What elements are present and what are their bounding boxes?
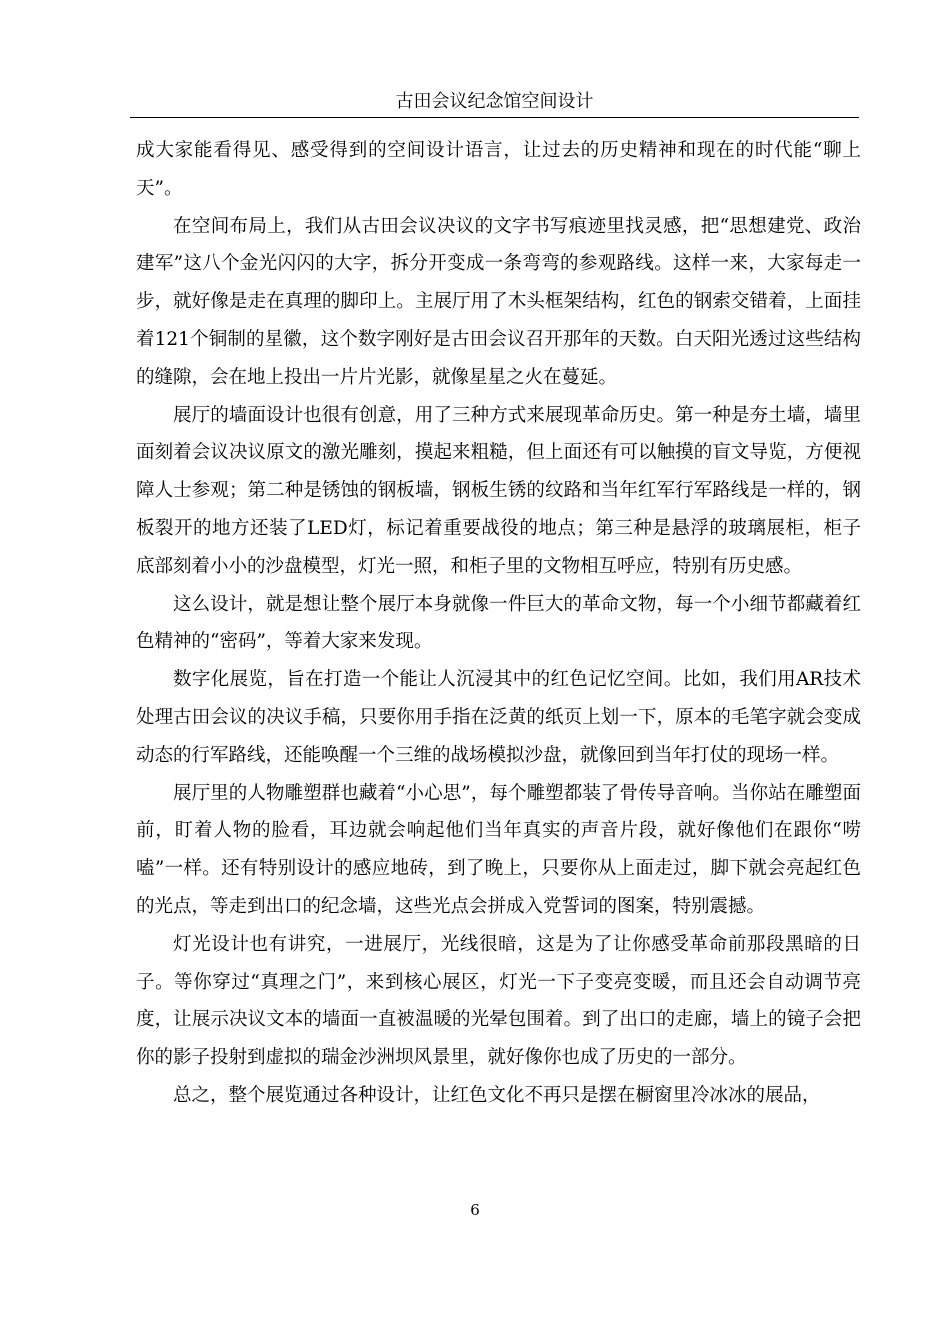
paragraph: 成大家能看得见、感受得到的空间设计语言，让过去的历史精神和现在的时代能“聊上天”。 xyxy=(136,140,861,199)
running-header: 古田会议纪念馆空间设计 xyxy=(395,91,594,112)
paragraph: 展厅的墙面设计也很有创意，用了三种方式来展现革命历史。第一种是夯土墙，墙里面刻着会议决议原文的激光雕刻，摸起来粗糙，但上面还有可以触摸的盲文导览，方便视障人士参观；第二种是锈蚀的钢板墙，钢板生锈的纹路和当年红军行军路线是一样的，钢板裂开的地方还装了LED灯，标记着重要战役的地点；第三种是悬浮的玻璃展柜，柜子底部刻着小小的沙盘模型，灯光一照，和柜子里的文物相互呼应，特别有历史感。 xyxy=(136,404,861,577)
paragraph: 这么设计，就是想让整个展厅本身就像一件巨大的革命文物，每一个小细节都藏着红色精神的“密码”，等着大家来发现。 xyxy=(136,593,861,653)
paragraph: 总之，整个展览通过各种设计，让红色文化不再只是摆在橱窗里冷冰冰的展品， xyxy=(173,1084,821,1106)
page-number: 6 xyxy=(470,1201,480,1219)
paragraph: 数字化展览，旨在打造一个能让人沉浸其中的红色记忆空间。比如，我们用AR技术处理古田会议的决议手稿，只要你用手指在泛黄的纸页上划一下，原本的毛笔字就会变成动态的行军路线，还能唤醒一个三维的战场模拟沙盘，就像回到当年打仗的现场一样。 xyxy=(136,669,861,766)
document-body xyxy=(136,132,861,1115)
header-divider xyxy=(130,117,859,118)
paragraph: 灯光设计也有讲究，一进展厅，光线很暗，这是为了让你感受革命前那段黑暗的日子。等你穿过“真理之门”，来到核心展区，灯光一下子变亮变暖，而且还会自动调节亮度，让展示决议文本的墙面一直被温暖的光晕包围着。到了出口的走廊，墙上的镜子会把你的影子投射到虚拟的瑞金沙洲坝风景里，就好像你也成了历史的一部分。 xyxy=(136,933,861,1069)
paragraph: 展厅里的人物雕塑群也藏着“小心思”，每个雕塑都装了骨传导音响。当你站在雕塑面前，盯着人物的脸看，耳边就会响起他们当年真实的声音片段，就好像他们在跟你“唠嗑”一样。还有特别设计的感应地砖，到了晚上，只要你从上面走过，脚下就会亮起红色的光点，等走到出口的纪念墙，这些光点会拼成入党誓词的图案，特别震撼。 xyxy=(136,782,861,917)
paragraph: 在空间布局上，我们从古田会议决议的文字书写痕迹里找灵感，把“思想建党、政治建军”这八个金光闪闪的大字，拆分开变成一条弯弯的参观路线。这样一来，大家每走一步，就好像是走在真理的脚印上。主展厅用了木头框架结构，红色的钢索交错着，上面挂着121个铜制的星徽，这个数字刚好是古田会议召开那年的天数。白天阳光透过这些结构的缝隙，会在地上投出一片片光影，就像星星之火在蔓延。 xyxy=(136,215,861,388)
